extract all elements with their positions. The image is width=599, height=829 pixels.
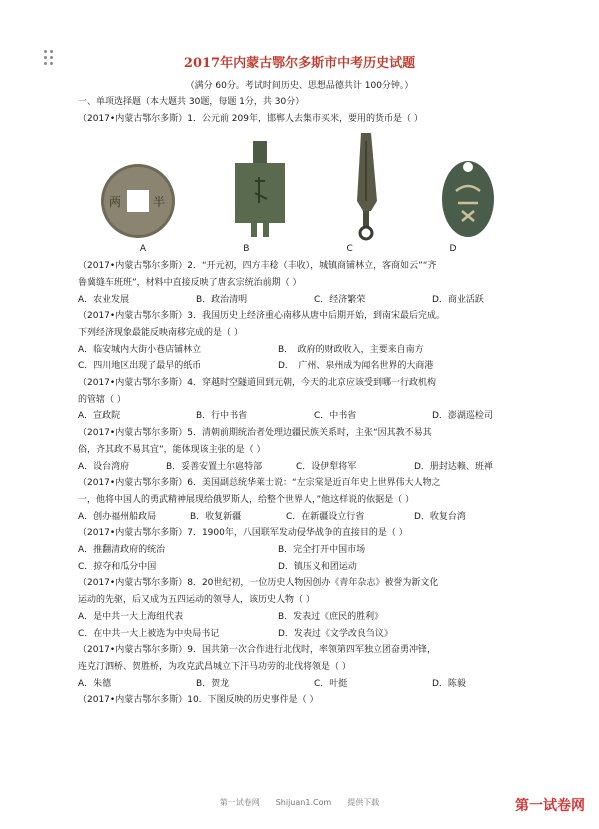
page-footer: 第一试卷网 Shijuan1.Com 提供下载 <box>219 798 380 807</box>
question-7-stem: （2017•内蒙古鄂尔多斯）7．1900年，八国联军发动侵华战争的直接目的是（ ） <box>78 528 408 539</box>
option: D．镇压义和团运动 <box>278 561 357 572</box>
option: B．收复新疆 <box>190 511 242 522</box>
question-10-stem: （2017•内蒙古鄂尔多斯）10．下图反映的历史事件是（ ） <box>78 695 319 706</box>
coin-a-banliang-image <box>98 161 178 241</box>
option: D．澎湖巡检司 <box>432 411 493 422</box>
option: C．四川地区出现了最早的纸币 <box>78 361 202 372</box>
page-title: 2017年内蒙古鄂尔多斯市中考历史试题 <box>183 56 416 71</box>
option-label: D <box>449 244 457 255</box>
option: C．中书省 <box>314 411 357 422</box>
option: C．在新疆设立行省 <box>286 511 365 522</box>
question-2-options <box>78 292 530 309</box>
option: B．政治清明 <box>196 294 248 305</box>
option: B．行中书省 <box>196 411 248 422</box>
option: A．临安城内大街小巷店铺林立 <box>78 344 202 355</box>
question-4-options <box>78 408 530 425</box>
option: D．收复台湾 <box>414 511 466 522</box>
question-3-options-row2 <box>78 358 530 375</box>
option-label: A <box>139 244 147 255</box>
option: D．册封达赖、班禅 <box>414 461 493 472</box>
question-5-stem: （2017•内蒙古鄂尔多斯）5．清朝前期统治者处理边疆民族关系时，主张“因其教不易其 <box>78 428 432 439</box>
question-9-stem: （2017•内蒙古鄂尔多斯）9．国共第一次合作进行北伐时，率领第四军独立团奋勇冲锋， <box>78 645 436 656</box>
svg-text:两: 两 <box>109 195 122 210</box>
option: B．贺龙 <box>196 678 230 689</box>
svg-text:半: 半 <box>153 195 166 210</box>
option: B．完全打开中国市场 <box>278 545 366 556</box>
question-3-stem-cont: 下列经济现象最能反映南移完成的是（ ） <box>78 327 243 338</box>
option: C．叶挺 <box>314 678 348 689</box>
question-8-stem: （2017•内蒙古鄂尔多斯）8．20世纪初，一位历史人物因创办《青年杂志》被誉为新文化 <box>78 578 439 589</box>
option: A．设台湾府 <box>78 461 130 472</box>
option: A．宣政院 <box>78 411 121 422</box>
question-8-stem-cont: 运动的先驱，后又成为五四运动的领导人，该历史人物（ ） <box>78 595 315 606</box>
option: C．经济繁荣 <box>314 294 366 305</box>
exam-body <box>78 94 530 709</box>
question-5-stem-cont: 俗，齐其政不易其宜”，能体现该主张的是（ ） <box>78 444 266 455</box>
option: D．商业活跃 <box>432 294 484 305</box>
option: B． 政府的财政收入，主要来自南方 <box>278 344 424 355</box>
option: C．设伊犁将军 <box>296 461 357 472</box>
coin-d-antnose-image <box>438 151 498 241</box>
coin-b-spade-image <box>225 141 295 241</box>
question-8-options-row1 <box>78 609 530 626</box>
question-6-stem: （2017•内蒙古鄂尔多斯）6．美国副总统华莱士说：“左宗棠是近百年史上世界伟大人物之 <box>78 478 441 489</box>
question-2-stem: （2017•内蒙古鄂尔多斯）2．“开元初，四方丰稔（丰收），城镇商铺林立，客商如云”“齐 <box>78 261 437 272</box>
option: A．创办福州船政局 <box>78 511 157 522</box>
question-4-stem-cont: 的管辖（ ） <box>78 394 126 405</box>
option: A．推翻清政府的统治 <box>78 545 166 556</box>
question-2-stem-cont: 鲁冀缝车班班”，材料中直接反映了唐玄宗统治前期（ ） <box>78 277 302 288</box>
option: D．陈毅 <box>432 678 466 689</box>
question-3-stem: （2017•内蒙古鄂尔多斯）3．我国历史上经济重心南移从唐中后期开始，到南宋最后完成。 <box>78 311 445 322</box>
option: C．在中共一大上被选为中央局书记 <box>78 628 220 639</box>
option: D．发表过《文学改良刍议》 <box>278 628 393 639</box>
question-7-options-row1 <box>78 542 530 559</box>
question-1-stem: （2017•内蒙古鄂尔多斯）1．公元前 209年，邯郸人去集市买米，要用的货币是（ ） <box>78 113 423 124</box>
question-1-option-labels <box>98 241 498 258</box>
option-label: B <box>243 244 250 255</box>
question-1-images <box>98 131 498 241</box>
option: A．朱德 <box>78 678 112 689</box>
brand-watermark: 第一试卷网 <box>515 798 585 814</box>
question-3-options-row1 <box>78 342 530 359</box>
option-label: C <box>346 244 353 255</box>
coin-c-knife-image <box>341 131 391 241</box>
option: A．农业发展 <box>78 294 130 305</box>
question-6-stem-cont: 一，他将中国人的勇武精神展现给俄罗斯人，给整个世界人，”他这样说的依据是（ ） <box>78 494 415 505</box>
option: D． 广州、泉州成为闻名世界的大商港 <box>278 361 434 372</box>
question-6-options <box>78 509 530 526</box>
option: B．发表过《庶民的胜利》 <box>278 611 384 622</box>
question-9-options <box>78 676 530 693</box>
option: C．掠夺和瓜分中国 <box>78 561 157 572</box>
exam-subtitle: （满分 60分。考试时间历史、思想品德共计 100分钟。） <box>185 81 414 91</box>
question-8-options-row2 <box>78 626 530 643</box>
section-heading: 一、单项选择题（本大题共 30题，每题 1分，共 30分） <box>78 97 305 107</box>
question-5-options <box>78 459 530 476</box>
option: A．是中共一大上海组代表 <box>78 611 184 622</box>
question-7-options-row2 <box>78 559 530 576</box>
question-9-stem-cont: 连克汀泗桥、贺胜桥，为攻克武昌城立下汗马功劳的北伐将领是（ ） <box>78 661 351 672</box>
question-4-stem: （2017•内蒙古鄂尔多斯）4．穿越时空隧道回到元朝，今天的北京应该受到哪一行政机构 <box>78 378 436 389</box>
option: B．妥善安置土尔扈特部 <box>166 461 263 472</box>
